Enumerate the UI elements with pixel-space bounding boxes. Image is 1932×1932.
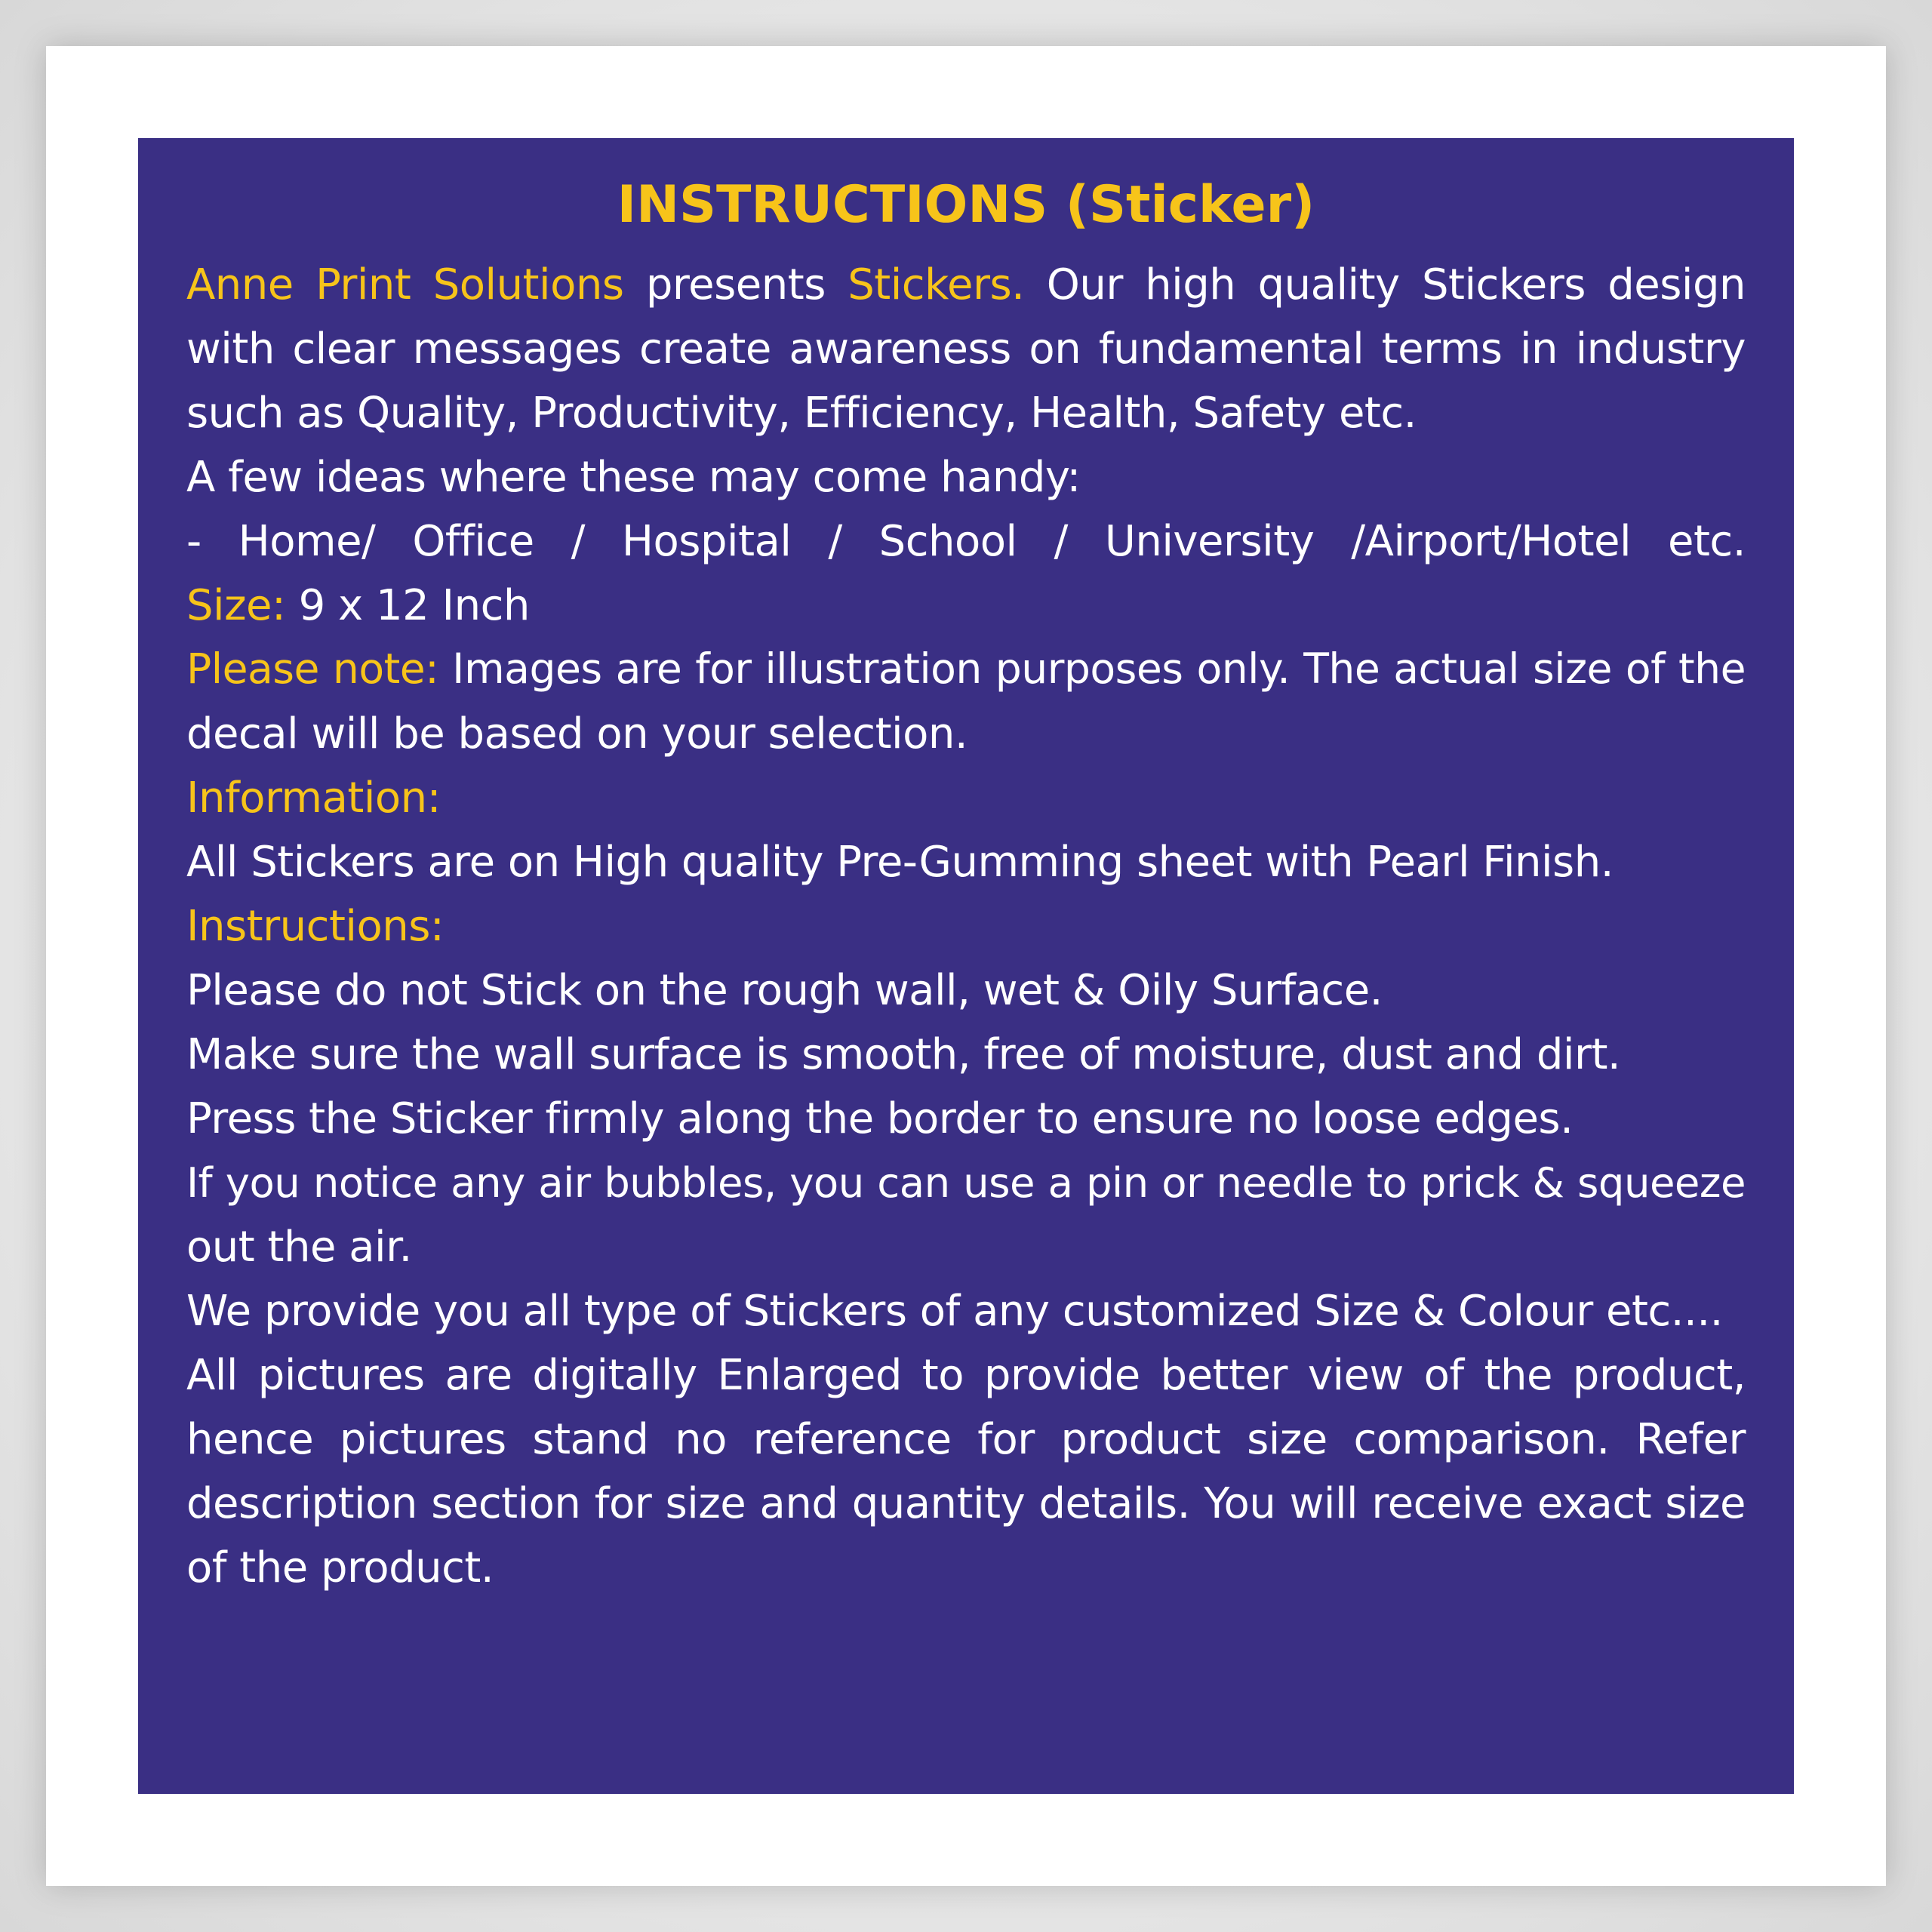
instruction-item: Please do not Stick on the rough wall, wet & Oily Surface. — [186, 966, 1383, 1015]
panel-body — [186, 253, 1746, 1600]
instructions-label: Instructions: — [186, 902, 445, 951]
size-label: Size: — [186, 581, 286, 630]
brand-name: Anne Print Solutions — [186, 260, 624, 309]
ideas-list: - Home/ Office / Hospital / School / University /Airport/Hotel etc. — [186, 517, 1746, 566]
instructions-panel — [138, 138, 1794, 1794]
note-line-1 — [186, 638, 1746, 702]
product-name: Stickers. — [848, 260, 1025, 309]
instruction-item: Make sure the wall surface is smooth, free of moisture, dust and dirt. — [186, 1030, 1621, 1079]
intro-line-2: with clear messages create awareness on fundamental terms in industry — [186, 325, 1746, 374]
intro-line-1 — [186, 253, 1746, 317]
size-value: 9 x 12 Inch — [285, 581, 530, 630]
ideas-heading: A few ideas where these may come handy: — [186, 453, 1081, 502]
instruction-item: Press the Sticker firmly along the border to ensure no loose edges. — [186, 1094, 1574, 1143]
disclaimer-line-3: description section for size and quantity details. You will receive exact size — [186, 1479, 1746, 1528]
bubbles-line-2: out the air. — [186, 1223, 412, 1272]
note-label: Please note: — [186, 645, 439, 694]
information-label: Information: — [186, 774, 441, 823]
note-line-1-rest: Images are for illustration purposes only. The actual size of the — [438, 645, 1746, 694]
intro-line-1-rest: Our high quality Stickers design — [1024, 260, 1746, 309]
note-line-2: decal will be based on your selection. — [186, 709, 968, 758]
disclaimer-line-1: All pictures are digitally Enlarged to provide better view of the product, — [186, 1351, 1746, 1400]
custom-line: We provide you all type of Stickers of any customized Size & Colour etc.... — [186, 1287, 1723, 1336]
disclaimer-line-4: of the product. — [186, 1543, 494, 1592]
disclaimer-line-2: hence pictures stand no reference for product size comparison. Refer — [186, 1415, 1746, 1464]
information-text: All Stickers are on High quality Pre-Gumming sheet with Pearl Finish. — [186, 838, 1614, 887]
white-card — [46, 46, 1886, 1886]
size-row — [186, 574, 1746, 638]
intro-line-3: such as Quality, Productivity, Efficiency, Health, Safety etc. — [186, 389, 1417, 438]
bubbles-line-1: If you notice any air bubbles, you can use a pin or needle to prick & squeeze — [186, 1158, 1746, 1207]
panel-title: INSTRUCTIONS (Sticker) — [617, 175, 1315, 235]
intro-presents: presents — [623, 260, 848, 309]
